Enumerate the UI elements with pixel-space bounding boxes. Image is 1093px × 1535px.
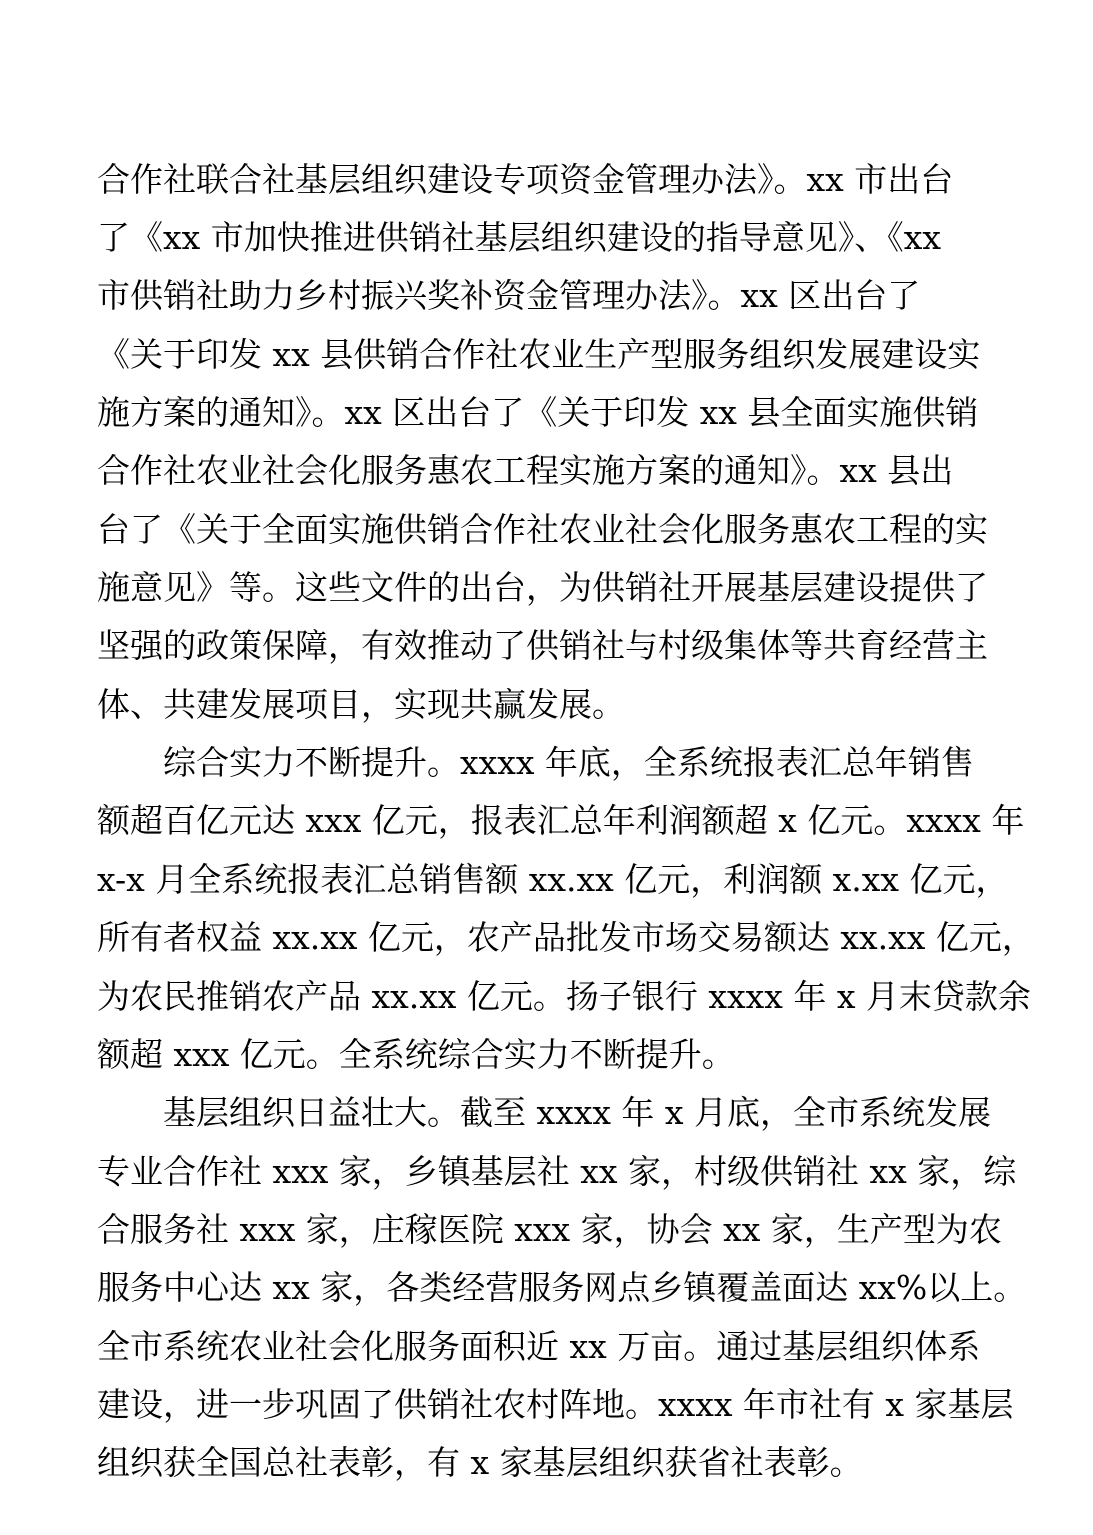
text-line: 施方案的通知》。xx 区出台了《关于印发 xx 县全面实施供销	[97, 393, 979, 432]
text-line: 所有者权益 xx.xx 亿元，农产品批发市场交易额达 xx.xx 亿元，	[97, 918, 1035, 957]
text-line: 专业合作社 xxx 家，乡镇基层社 xx 家，村级供销社 xx 家，综	[97, 1152, 1017, 1191]
text-line: 了《xx 市加快推进供销社基层组织建设的指导意见》、《xx	[97, 218, 941, 257]
text-line: 体、共建发展项目，实现共赢发展。	[97, 685, 625, 724]
text-line: 合作社农业社会化服务惠农工程实施方案的通知》。xx 县出	[97, 451, 954, 490]
text-line: x-x 月全系统报表汇总销售额 xx.xx 亿元，利润额 x.xx 亿元，	[97, 860, 1009, 899]
text-line: 组织获全国总社表彰，有 x 家基层组织获省社表彰。	[97, 1443, 863, 1482]
text-line: 台了《关于全面实施供销合作社农业社会化服务惠农工程的实	[97, 510, 988, 549]
paragraph-heading-line: 综合实力不断提升。xxxx 年底，全系统报表汇总年销售	[163, 743, 974, 782]
text-line: 为农民推销农产品 xx.xx 亿元。扬子银行 xxxx 年 x 月末贷款余	[97, 977, 1031, 1016]
text-line: 《关于印发 xx 县供销合作社农业生产型服务组织发展建设实	[97, 335, 981, 374]
text-line: 坚强的政策保障，有效推动了供销社与村级集体等共育经营主	[97, 626, 988, 665]
text-line: 建设，进一步巩固了供销社农村阵地。xxxx 年市社有 x 家基层	[97, 1385, 1014, 1424]
text-line: 施意见》等。这些文件的出台，为供销社开展基层建设提供了	[97, 568, 988, 607]
text-line: 合服务社 xxx 家，庄稼医院 xxx 家，协会 xx 家，生产型为农	[97, 1210, 1002, 1249]
text-line: 合作社联合社基层组织建设专项资金管理办法》。xx 市出台	[97, 160, 954, 199]
text-line: 全市系统农业社会化服务面积近 xx 万亩。通过基层组织体系	[97, 1327, 981, 1366]
text-line: 市供销社助力乡村振兴奖补资金管理办法》。xx 区出台了	[97, 276, 921, 315]
text-line: 服务中心达 xx 家，各类经营服务网点乡镇覆盖面达 xx%以上。	[97, 1268, 1027, 1307]
paragraph-heading-line: 基层组织日益壮大。截至 xxxx 年 x 月底，全市系统发展	[163, 1093, 992, 1132]
text-line: 额超 xxx 亿元。全系统综合实力不断提升。	[97, 1035, 735, 1074]
text-line: 额超百亿元达 xxx 亿元，报表汇总年利润额超 x 亿元。xxxx 年	[97, 801, 1025, 840]
